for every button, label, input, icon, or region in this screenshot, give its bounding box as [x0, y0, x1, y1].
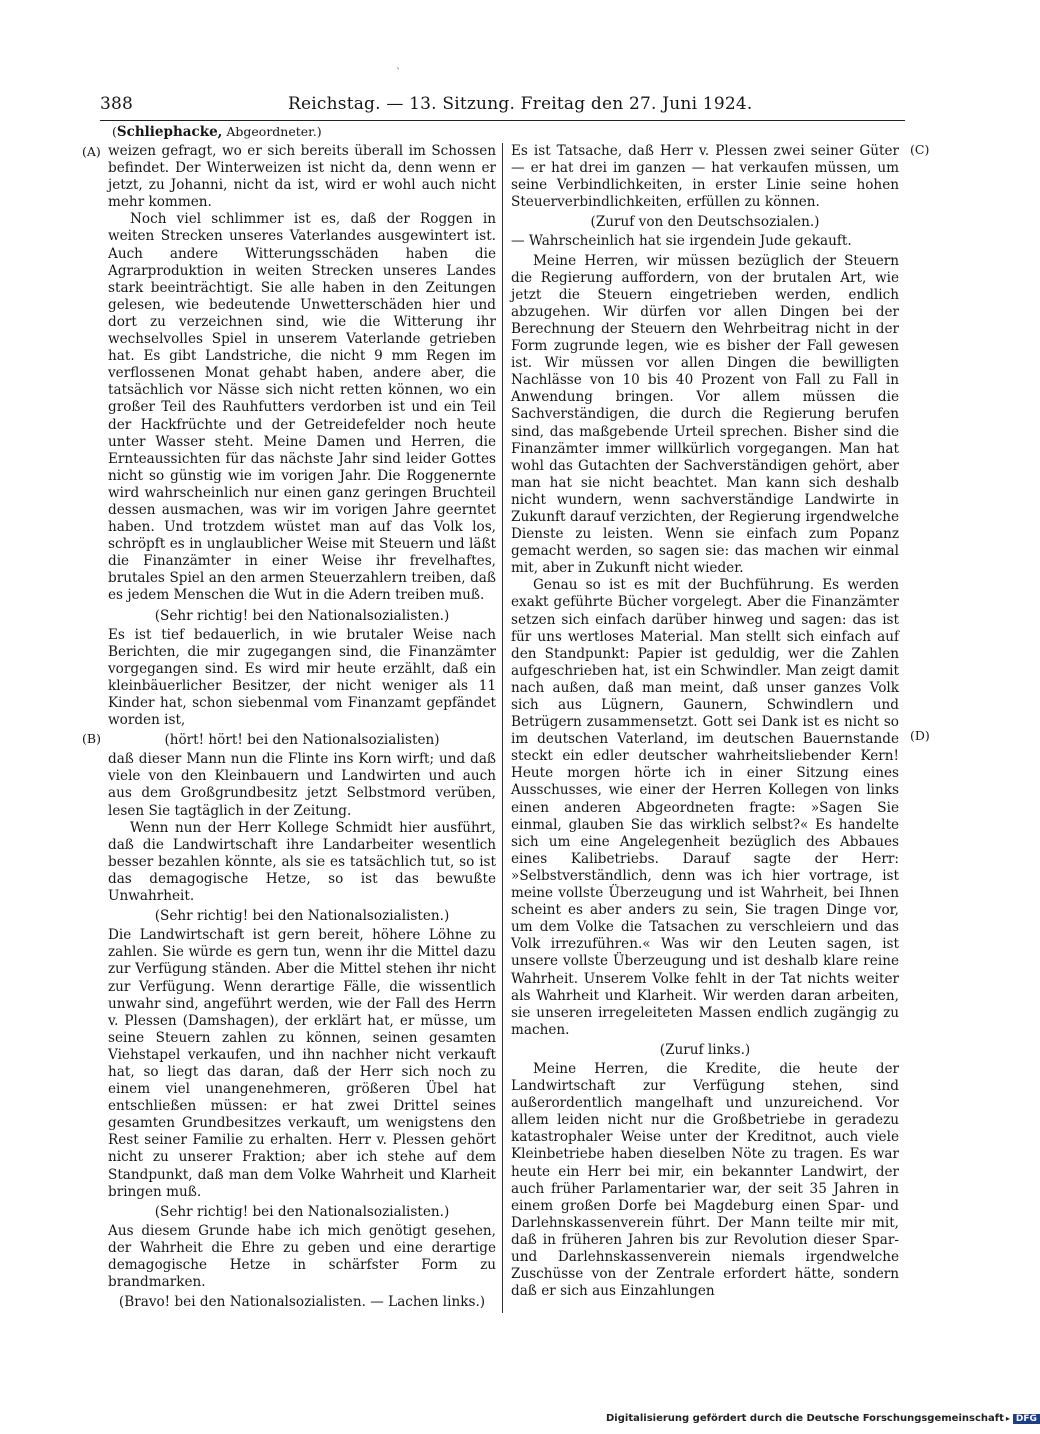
interjection: (Zuruf links.)	[659, 1041, 751, 1058]
paragraph: daß dieser Mann nun die Flinte ins Korn wirft; und daß viele von den Kleinbauern und Landwirten und auch aus dem Großgrundbesitz jetzt Selbstmord verüben, lesen Sie tagtäglich in der Zeitung.	[108, 751, 496, 819]
left-column	[108, 143, 496, 1313]
paragraph: Meine Herren, wir müssen bezüglich der Steuern die Regierung auffordern, von der brutalen Art, wie jetzt die Steuern eingetrieben werden, endlich abzugehen. Wir dürfen vor allen Dingen bei der Berechnung der Steuern den Wehrbeitrag nicht in der Form zugrunde legen, wie es bisher der Fall gewesen ist. Wir müssen vor allen Dingen die bewilligten Nachlässe von 10 bis 40 Prozent von Fall zu Fall in Anwendung bringen. Vor allem müssen die Sachverständigen, die durch die Regierung berufen sind, das maßgebende Urteil sprechen. Bisher sind die Finanzämter immer willkürlich vorgegangen. Man hat wohl das Gutachten der Sachverständigen gehört, aber man hat sie nicht beachtet. Man kann sich deshalb nicht wundern, wenn sachverständige Landwirte in Zukunft darauf verzichten, der Regierung irgendwelche Dienste zu leisten. Wenn sie einfach zum Popanz gemacht werden, so sagen sie: das machen wir einmal mit, aber in Zukunft nicht wieder.	[511, 252, 899, 577]
paragraph: Noch viel schlimmer ist es, daß der Roggen in weiten Strecken unseres Vaterlandes ausgewintert ist. Auch andere Witterungsschäden haben die Agrarproduktion in weiten Strecken unseres Landes stark beeinträchtigt. Sie alle haben in den Zeitungen gelesen, wie bedeutende Unwetterschäden hier und dort zu verzeichnen sind, wie die Witterung ihr wechselvolles Spiel in unserem Vaterlande getrieben hat. Es gibt Landstriche, die nicht 9 mm Regen im verflossenen Monat gehabt haben, andere aber, die tatsächlich vor Nässe sich nicht retten können, wo ein großer Teil des Rauhfutters verdorben ist und ein Teil der Hackfrüchte und der Getreidefelder noch heute unter Wasser steht. Meine Damen und Herren, die Ernteaussichten für das nächste Jahr sind leider Gottes nicht so günstig wie im vorigen Jahr. Die Roggenernte wird wahrscheinlich nur einen ganz geringen Bruchteil dessen ausmachen, was wir im vorigen Jahre geerntet haben. Und trotzdem wüstet man auf das Volk los, schröpft es in unglaublicher Weise mit Steuern und läßt die Finanzämter in einer Weise ihr frevelhaftes, brutales Spiel an den armen Steuerzahlern treiben, daß es jedem Menschen die Wut in die Adern treiben muß.	[108, 211, 496, 604]
margin-marker-c: (C)	[910, 142, 930, 157]
interjection: — Wahrscheinlich hat sie irgendein Jude gekauft.	[511, 233, 852, 250]
margin-marker-b: (B)	[82, 731, 101, 746]
interjection: (Sehr richtig! bei den Nationalsozialisten.)	[154, 908, 450, 925]
speaker-line	[112, 124, 322, 140]
interjection: (hört! hört! bei den Nationalsozialisten)	[164, 732, 440, 749]
paragraph: weizen gefragt, wo er sich bereits überall im Schossen befindet. Der Winterweizen ist nicht da, denn wenn er jetzt, zu Johanni, nicht da ist, wird er wohl auch nicht mehr kommen.	[108, 143, 496, 211]
paragraph: Es ist tief bedauerlich, in wie brutaler Weise nach Berichten, die mir zugegangen sind, die Finanzämter vorgegangen sind. Es wird mir heute erzählt, daß ein kleinbäuerlicher Besitzer, der nicht weniger als 11 Kinder hat, schon siebenmal vom Finanzamt gepfändet worden ist,	[108, 626, 496, 729]
speaker-role: Abgeordneter.)	[226, 124, 322, 139]
interjection: (Sehr richtig! bei den Nationalsozialisten.)	[154, 607, 450, 624]
paragraph: Meine Herren, die Kredite, die heute der Landwirtschaft zur Verfügung stehen, sind außerordentlich mangelhaft und unzureichend. Vor allem leiden nicht nur die Großbetriebe in geradezu katastrophaler Weise unter der Kreditnot, auch viele Kleinbetriebe haben dieselben Nöte zu tragen. Es war heute ein Herr bei mir, ein bekannter Landwirt, der auch früher Parlamentarier war, der seit 35 Jahren in einem großen Dorfe bei Magdeburg einen Spar- und Darlehnskassenverein führt. Der Mann teilte mir mit, daß in früheren Jahren bis zur Revolution dieser Spar- und Darlehnskassenverein niemals irgendwelche Zuschüsse von der Zentrale erfordert hätte, sondern daß er sich aus Einzahlungen	[511, 1060, 899, 1300]
page-header	[100, 94, 905, 120]
right-column	[511, 143, 899, 1300]
page-number: 388	[100, 94, 134, 114]
margin-marker-d: (D)	[910, 728, 930, 743]
margin-marker-a: (A)	[82, 144, 101, 159]
interjection: (Bravo! bei den Nationalsozialisten. — Lachen links.)	[118, 1294, 486, 1311]
interjection: (Sehr richtig! bei den Nationalsozialisten.)	[154, 1203, 450, 1220]
arrow-icon: ▸	[1005, 1414, 1010, 1423]
paragraph: Die Landwirtschaft ist gern bereit, höhere Löhne zu zahlen. Sie würde es gern tun, wenn ihr die Mittel dazu zur Verfügung ständen. Aber die Mittel stehen ihr nicht zur Verfügung. Wenn derartige Fälle, die wissentlich unwahr sind, angeführt werden, wie der Fall des Herrn v. Plessen (Damshagen), der erklärt hat, er müsse, um seine Steuern zahlen zu können, seinen gesamten Viehstapel verkaufen, und ihn nachher nicht verkauft hat, so liegt das daran, daß der Herr sich noch zu einem viel unangenehmeren, größeren Übel hat entschließen müssen: er hat zwei Drittel seines gesamten Grundbesitzes verkauft, um wenigstens den Rest seiner Familie zu erhalten. Herr v. Plessen gehört nicht zu unserer Fraktion; aber ich stehe auf dem Standpunkt, daß man dem Volke Wahrheit und Klarheit bringen muß.	[108, 927, 496, 1200]
paragraph: Wenn nun der Herr Kollege Schmidt hier ausführt, daß die Landwirtschaft ihre Landarbeiter wesentlich besser bezahlen könnte, als sie es tatsächlich tut, so ist das demagogische Hetze, so ist das bewußte Unwahrheit.	[108, 819, 496, 905]
paragraph: Genau so ist es mit der Buchführung. Es werden exakt geführte Bücher vorgelegt. Aber die Finanzämter setzen sich einfach darüber hinweg und sagen: das ist für uns wertloses Material. Man stellt sich einfach auf den Standpunkt: Papier ist geduldig, wer die Zahlen aufgeschrieben hat, ist ein Schwindler. Man zeigt damit nach außen, daß man meint, daß unser ganzes Volk sich aus Lügnern, Gaunern, Schwindlern und Betrügern zusammensetzt. Gott sei Dank ist es nicht so im deutschen Vaterland, im deutschen Bauernstande steckt ein edler deutscher wahrheitsliebender Kern! Heute morgen hörte ich in einer Sitzung eines Ausschusses, wie einer der Herren Kollegen von links einen anderen Abgeordneten fragte: »Sagen Sie einmal, glauben Sie das wirklich selbst?« Es handelte sich um eine Angelegenheit bezüglich des Abbaues eines Kalibetriebs. Darauf sagte der Herr: »Selbstverständlich, denn was ich hier vortrage, ist meine vollste Überzeugung und ist Wahrheit, bei Ihnen scheint es aber anders zu sein, Sie tragen Dinge vor, um dem Volke die Tatsachen zu verschleiern und das Volk irrezuführen.« Was wir den Leuten sagen, ist unsere vollste Überzeugung und ist deshalb klare reine Wahrheit. Unserem Volke fehlt in der Tat nichts weiter als Wahrheit und Klarheit. Wir werden daran arbeiten, sie unseren irregeleiteten Massen endlich zugängig zu machen.	[511, 577, 899, 1038]
column-divider	[502, 143, 503, 1313]
header-rule	[100, 120, 905, 121]
paragraph: Aus diesem Grunde habe ich mich genötigt gesehen, der Wahrheit die Ehre zu geben und eine derartige demagogische Hetze in schärfster Form zu brandmarken.	[108, 1222, 496, 1291]
dfg-footer	[606, 1413, 1040, 1424]
speaker-name: Schliephacke,	[116, 124, 223, 140]
scan-speck: `	[396, 68, 401, 79]
running-title: Reichstag. — 13. Sitzung. Freitag den 27. Juni 1924.	[288, 94, 753, 114]
funding-note: Digitalisierung gefördert durch die Deutsche Forschungsgemeinschaft	[606, 1413, 1004, 1424]
interjection: (Zuruf von den Deutschsozialen.)	[590, 214, 820, 231]
speaker-open-paren: (	[112, 124, 117, 139]
dfg-logo: DFG	[1013, 1414, 1040, 1424]
paragraph: Es ist Tatsache, daß Herr v. Plessen zwei seiner Güter — er hat drei im ganzen — hat verkaufen müssen, um seine Verbindlichkeiten, in erster Linie seine hohen Steuerverbindlichkeiten, erfüllen zu können.	[511, 143, 899, 211]
